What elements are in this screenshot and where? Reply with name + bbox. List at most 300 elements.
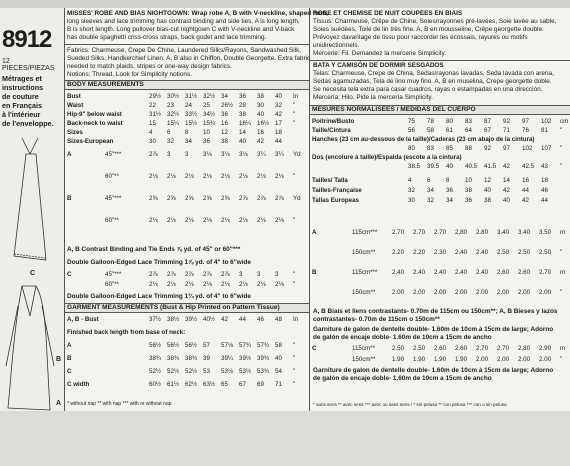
table-cell: 2.70 [413, 229, 426, 236]
table-cell: 4 [408, 177, 412, 184]
table-row [65, 92, 309, 101]
table-cell: 15¾ [203, 120, 216, 127]
instr-line: instructions [2, 83, 44, 92]
table-cell: m [560, 345, 566, 352]
table-cell: 38¾ [167, 355, 180, 362]
table-cell: 56½ [167, 342, 180, 349]
garment-sketches [0, 136, 64, 466]
table-cell: 2⅛ [221, 217, 230, 224]
table-cell: Dos (encolure à taille)/Espalda (escote a la cintura) [312, 154, 462, 161]
table-cell: 2⅞ [203, 271, 212, 278]
table-cell: 2.00 [476, 356, 489, 363]
table-cell: 2.00 [413, 289, 426, 296]
table-cell: " [293, 120, 296, 127]
table-row [65, 128, 309, 137]
table-cell: 40 [257, 111, 264, 118]
table-cell: 2.70 [434, 229, 447, 236]
table-cell: 2.30 [434, 249, 447, 256]
table-cell: B [67, 355, 72, 362]
table-cell: 40 [275, 93, 282, 100]
table-cell: 39 [203, 355, 210, 362]
table-cell: A [67, 342, 72, 349]
table-row [310, 268, 570, 277]
view-label-c: C [30, 270, 36, 277]
table-cell: 2.60 [497, 269, 510, 276]
table-cell: 2⅛ [185, 217, 194, 224]
table-row [65, 101, 309, 110]
table-cell: " [293, 342, 296, 349]
desc-line: B is short length. Long pullover bias-cut nightgown C with V-neckline and V-back [67, 26, 295, 33]
table-cell: 28 [239, 102, 246, 109]
table-cell: 2.80 [518, 345, 531, 352]
lace-line: Double Galloon-Edged Lace Trimming 1¾ yd. of 4" to 6"wide [67, 293, 251, 300]
table-cell: 45"*** [105, 151, 122, 158]
table-cell: 37½ [149, 316, 162, 323]
table-cell: 1.90 [434, 356, 447, 363]
table-cell: 2.60 [455, 345, 468, 352]
table-cell: 30 [257, 102, 264, 109]
table-cell: 56 [408, 127, 415, 134]
pattern-number: 8912 [2, 26, 52, 53]
table-cell: 60½ [149, 381, 162, 388]
table-cell: Back-neck to waist [67, 120, 123, 127]
table-row [310, 176, 570, 185]
fabrics-line: needed to match plaids, stripes or one-way design fabrics. [67, 63, 232, 70]
table-row [65, 315, 309, 324]
tissus-line: Tissus: Charmeuse, Crêpe de Chine, Soies/rayonnes pré-lavées, Soie lavée au sable, [313, 18, 557, 25]
table-cell: 52½ [185, 368, 198, 375]
table-cell: 42 [503, 187, 510, 194]
table-cell: 150cm** [352, 249, 376, 256]
table-cell: 38 [239, 111, 246, 118]
table-cell: 40 [503, 197, 510, 204]
top-edge [0, 0, 570, 8]
table-cell: 2.40 [476, 269, 489, 276]
footnote: * without nap ** with nap *** with or without nap [67, 401, 172, 407]
table-cell: 1.90 [413, 356, 426, 363]
table-cell: 61½ [167, 381, 180, 388]
table-cell: 16 [257, 129, 264, 136]
table-cell: 39¼ [221, 355, 234, 362]
table-cell: 53⅛ [221, 368, 234, 375]
table-cell: 46 [541, 187, 548, 194]
table-cell: 2.00 [476, 289, 489, 296]
pieces-count: 12 PIECES/PIEZAS [2, 58, 55, 72]
table-cell: 2⅝ [221, 195, 230, 202]
table-cell: 3 [167, 151, 171, 158]
garment-measurements-header: GARMENT MEASUREMENTS (Bust & Hip Printed on Pattern Tissue) [65, 303, 309, 313]
table-cell: 40 [275, 355, 282, 362]
table-cell: 4 [149, 129, 153, 136]
table-cell: " [560, 127, 563, 134]
table-cell: 78 [427, 118, 434, 125]
table-cell: 92 [503, 118, 510, 125]
table-row [310, 186, 570, 195]
table-cell: 3 [239, 271, 243, 278]
table-cell: " [560, 289, 563, 296]
table-cell: 2.00 [497, 356, 510, 363]
table-cell: 15½ [185, 120, 198, 127]
table-cell: 34 [427, 187, 434, 194]
table-cell: cm [560, 118, 569, 125]
table-cell: 2.00 [434, 289, 447, 296]
table-row [65, 216, 309, 225]
nightgown-straps [22, 138, 38, 154]
table-row [310, 196, 570, 205]
table-cell: 42 [503, 163, 510, 170]
table-cell: 36 [465, 197, 472, 204]
table-row [310, 153, 570, 162]
table-cell: 102 [541, 118, 552, 125]
desc-line: has double spaghetti criss-cross straps, back godet and lace trimming. [67, 34, 267, 41]
table-cell: 2⅛ [203, 173, 212, 180]
table-cell: 3.40 [518, 229, 531, 236]
table-cell: " [560, 163, 563, 170]
table-cell: 3⅛ [221, 151, 230, 158]
table-cell: 115cm*** [352, 269, 378, 276]
table-cell: Bust [67, 93, 81, 100]
table-cell: 2.50 [518, 249, 531, 256]
instr-line: de l'enveloppe. [2, 119, 54, 128]
table-row [65, 328, 309, 337]
table-row [65, 194, 309, 203]
table-cell: " [293, 217, 296, 224]
table-cell: 2.70 [539, 269, 552, 276]
lace-line: Double Galloon-Edged Lace Trimming 1⅞ yd. of 4" to 6"wide [67, 259, 251, 266]
table-cell: 2.70 [497, 345, 510, 352]
table-cell: Sizes [67, 129, 83, 136]
table-cell: 56½ [185, 342, 198, 349]
table-cell: 53¾ [257, 368, 270, 375]
table-row [65, 367, 309, 376]
table-row [310, 355, 570, 364]
table-cell: 3⅛ [239, 151, 248, 158]
table-cell: 2⅞ [221, 271, 230, 278]
table-cell: 41.5 [484, 163, 497, 170]
table-cell: 85 [446, 145, 453, 152]
table-cell: In [293, 93, 299, 100]
robe-sketch [8, 286, 50, 410]
telas-line: Sedas agamuzadas, Tela de lino muy fino. A, B en muselina, Crepe georgette doble. [313, 78, 552, 85]
table-cell: In [293, 316, 299, 323]
table-cell: 60"** [105, 173, 119, 180]
table-cell: 17 [275, 120, 282, 127]
tissus-line: Prévoyez davantage de tissu pour raccorder les écossais, rayures ou motifs [313, 34, 528, 41]
table-row [65, 380, 309, 389]
table-cell: Tailles/ Talla [312, 177, 348, 184]
table-row [310, 135, 570, 144]
table-cell: 38½ [167, 316, 180, 323]
table-cell: 97 [503, 145, 510, 152]
table-cell: 58 [427, 127, 434, 134]
table-row [65, 137, 309, 146]
table-cell: " [560, 356, 563, 363]
french-title: ROBE ET CHEMISE DE NUIT COUPEES EN BIAIS [313, 10, 463, 17]
table-cell: 2.00 [497, 289, 510, 296]
table-row [310, 126, 570, 135]
table-cell: 115cm*** [352, 229, 378, 236]
table-cell: 107 [541, 145, 552, 152]
table-cell: 10 [203, 129, 210, 136]
table-cell: 2⅛ [167, 281, 176, 288]
table-cell: 38.5 [408, 163, 421, 170]
table-cell: Waist [67, 102, 84, 109]
table-cell: Finished back length from base of neck: [67, 329, 186, 336]
table-cell: 3¼ [257, 151, 266, 158]
table-cell: 71 [275, 381, 282, 388]
table-row [65, 341, 309, 350]
table-cell: 25 [203, 102, 210, 109]
table-cell: 2⅞ [239, 195, 248, 202]
table-cell: 2.50 [497, 249, 510, 256]
table-cell: 31½ [149, 111, 162, 118]
tissus-line: Soies suédées, Toile de lin très fine. A, B en mousseline, Crêpe georgette double. [313, 26, 544, 33]
table-cell: 67 [484, 127, 491, 134]
table-cell: 2⅛ [275, 281, 284, 288]
table-cell: 2.40 [455, 249, 468, 256]
table-cell: 58 [275, 342, 282, 349]
table-cell: 2.50 [539, 249, 552, 256]
table-cell: 40½ [203, 316, 216, 323]
table-row [310, 117, 570, 126]
table-cell: 2⅛ [257, 281, 266, 288]
table-cell: 16½ [257, 120, 270, 127]
table-cell: 1.90 [455, 356, 468, 363]
table-cell: 92 [484, 145, 491, 152]
table-cell: A [312, 229, 317, 236]
table-cell: 40 [239, 138, 246, 145]
table-cell: 2⅛ [149, 281, 158, 288]
table-row [65, 280, 309, 289]
table-cell: 22 [149, 102, 156, 109]
table-cell: 2⅛ [185, 173, 194, 180]
french-spanish-column [310, 8, 570, 411]
table-cell: 53 [203, 368, 210, 375]
instr-line: en Français [2, 101, 42, 110]
table-cell: 65 [221, 381, 228, 388]
table-cell: " [293, 111, 296, 118]
table-cell: 2⅞ [167, 271, 176, 278]
table-row [65, 172, 309, 181]
table-cell: C [67, 271, 72, 278]
table-cell: 2⅛ [257, 173, 266, 180]
table-cell: 2⅞ [257, 195, 266, 202]
table-cell: 2⅛ [275, 217, 284, 224]
table-cell: 2.20 [392, 249, 405, 256]
binding-line: A, B Contrast Binding and Tie Ends ⅞ yd. of 45" or 60"*** [67, 246, 241, 253]
table-cell: 38¾ [185, 355, 198, 362]
table-cell: C [67, 368, 72, 375]
view-label-a: A [56, 400, 62, 407]
nightgown-sketch [14, 154, 46, 260]
table-cell: " [293, 102, 296, 109]
table-cell: 2⅛ [203, 281, 212, 288]
table-cell: 8 [185, 129, 189, 136]
table-cell: 10 [465, 177, 472, 184]
table-cell: 2⅞ [149, 151, 158, 158]
table-cell: 16 [522, 177, 529, 184]
table-cell: 38 [484, 197, 491, 204]
table-cell: 64 [465, 127, 472, 134]
fabrics-line: Sueded Silks, Handkerchief Linen. A, B also in Chiffon, Double Georgette. Extra fabric [67, 55, 311, 62]
table-cell: 1.90 [392, 356, 405, 363]
french-instructions [2, 74, 54, 128]
table-cell: 6 [167, 129, 171, 136]
table-cell: 2.70 [392, 229, 405, 236]
table-cell: 2.40 [434, 269, 447, 276]
table-cell: " [293, 368, 296, 375]
table-cell: 60"** [105, 217, 119, 224]
biais-line: contrastantes- 0.70m de 115cm o 150cm** [313, 316, 440, 323]
table-cell: 33½ [185, 111, 198, 118]
table-cell: 2⅛ [203, 217, 212, 224]
table-cell: 36 [203, 138, 210, 145]
table-cell: 57⅛ [221, 342, 234, 349]
table-cell: 32 [275, 102, 282, 109]
table-row [65, 110, 309, 119]
table-cell: 14 [239, 129, 246, 136]
table-cell: 2.40 [455, 269, 468, 276]
table-cell: Yd [293, 151, 301, 158]
table-cell: 69 [257, 381, 264, 388]
table-row [310, 144, 570, 153]
table-cell: 40.5 [465, 163, 478, 170]
telas-line: Telas: Charmeuse, Crepe de China, Sedas/rayonas lavadas, Seda lavada con arena, [313, 70, 554, 77]
table-cell: 42 [275, 111, 282, 118]
table-row [310, 162, 570, 171]
table-cell: " [293, 355, 296, 362]
table-cell: 2⅛ [239, 173, 248, 180]
table-cell: 71 [503, 127, 510, 134]
table-cell: 3⅛ [203, 151, 212, 158]
table-cell: 81 [541, 127, 548, 134]
table-cell: " [293, 173, 296, 180]
table-cell: 12 [221, 129, 228, 136]
garniture-line: de galón de encaje doble- 1.60m de 10cm a 15cm de ancho [313, 334, 492, 341]
table-cell: 34 [185, 138, 192, 145]
table-cell: 26½ [221, 102, 234, 109]
table-cell: m [560, 269, 566, 276]
table-cell: 2⅝ [167, 195, 176, 202]
table-cell: 63½ [203, 381, 216, 388]
garniture-line: Garniture de galon de dentelle double- 1.60m de 10cm à 15cm de large; Adorno [313, 367, 554, 374]
table-cell: 48 [275, 316, 282, 323]
tissus-line: unidirectionnels. [313, 42, 360, 49]
table-cell: 42 [522, 197, 529, 204]
table-cell: 2.70 [476, 345, 489, 352]
table-cell: 39.5 [427, 163, 440, 170]
table-cell: 30½ [167, 93, 180, 100]
table-row [65, 270, 309, 279]
table-cell: 15 [149, 120, 156, 127]
table-cell: " [293, 381, 296, 388]
table-cell: Tallas Europeas [312, 197, 359, 204]
table-cell: 2⅞ [185, 271, 194, 278]
spanish-title: BATA Y CAMISÓN DE DORMIR SESGADOS [313, 62, 444, 69]
table-cell: 62½ [185, 381, 198, 388]
table-cell: 38 [465, 187, 472, 194]
table-cell: 2.80 [455, 229, 468, 236]
table-cell: " [293, 281, 296, 288]
table-cell: " [293, 271, 296, 278]
table-cell: 2⅞ [275, 195, 284, 202]
table-cell: 42 [221, 316, 228, 323]
table-cell: 2⅝ [149, 195, 158, 202]
table-cell: 2.90 [539, 345, 552, 352]
table-cell: 6 [427, 177, 431, 184]
table-cell: 83 [465, 118, 472, 125]
biais-line: A, B Biais et liens contrastants- 0.70m de 115cm ou 150cm**; A, B Bieses y lazos [313, 308, 558, 315]
table-cell: 2⅛ [275, 173, 284, 180]
table-cell: 3.40 [497, 229, 510, 236]
table-cell: 52½ [167, 368, 180, 375]
table-cell: 87 [484, 118, 491, 125]
table-cell: 36 [239, 93, 246, 100]
fabrics-line: Fabrics: Charmeuse, Crepe De Chine, Laundered Silks/Rayons, Sandwashed Silk, [67, 47, 302, 54]
table-cell: 2⅛ [239, 281, 248, 288]
table-cell: 2.00 [518, 356, 531, 363]
table-cell: 29½ [149, 93, 162, 100]
table-cell: 44 [522, 187, 529, 194]
desc-line: long sleeves and lace trimming has contrast binding and side ties. A is long length, [67, 18, 300, 25]
table-cell: 2⅝ [185, 195, 194, 202]
table-cell: 30 [149, 138, 156, 145]
table-cell: 2.50 [392, 345, 405, 352]
footnote: * sans sens ** avec sens *** avec ou sans sens / * sin pelusa ** con pelusa *** con o sin pelusa [313, 402, 507, 407]
table-row [310, 344, 570, 353]
table-cell: Sizes-European [67, 138, 114, 145]
table-cell: 150cm** [352, 289, 376, 296]
table-cell: Poitrine/Busto [312, 118, 355, 125]
table-cell: 56½ [149, 342, 162, 349]
table-cell: 32½ [167, 111, 180, 118]
table-cell: 54 [275, 368, 282, 375]
view-label-b: B [56, 356, 62, 363]
table-cell: 40 [446, 163, 453, 170]
table-cell: 83 [427, 145, 434, 152]
table-cell: 3 [257, 271, 261, 278]
table-cell: 31½ [185, 93, 198, 100]
table-cell: 2.40 [413, 269, 426, 276]
table-cell: 44 [541, 197, 548, 204]
table-cell: 2.60 [434, 345, 447, 352]
table-cell: 57¾ [257, 342, 270, 349]
table-cell: Hip-9" below waist [67, 111, 122, 118]
table-cell: 3¼ [275, 151, 284, 158]
table-cell: 8 [446, 177, 450, 184]
table-row [65, 354, 309, 363]
table-cell: 3.50 [539, 229, 552, 236]
table-cell: 32 [167, 138, 174, 145]
table-cell: 44 [239, 316, 246, 323]
table-cell: 45"*** [105, 195, 122, 202]
table-cell: 67 [239, 381, 246, 388]
table-cell: 18 [275, 129, 282, 136]
table-cell: 24 [185, 102, 192, 109]
garniture-line: de galón de encaje doble- 1.60m de 10cm a 15cm de ancho [313, 375, 492, 382]
merceria-line: Mercería: Hilo. Pide la mercería Simplicity. [313, 94, 433, 101]
table-cell: 2.00 [455, 289, 468, 296]
table-cell: 23 [167, 102, 174, 109]
table-cell: 2⅛ [221, 281, 230, 288]
table-cell: 2⅞ [149, 271, 158, 278]
table-cell: 38¾ [149, 355, 162, 362]
table-cell: 2⅛ [167, 173, 176, 180]
table-cell: 52½ [149, 368, 162, 375]
table-cell: 2⅛ [185, 281, 194, 288]
measurements-header: MESURES NORMALISEES / MEDIDAS DEL CUERPO [310, 105, 570, 115]
table-cell: 42 [257, 138, 264, 145]
